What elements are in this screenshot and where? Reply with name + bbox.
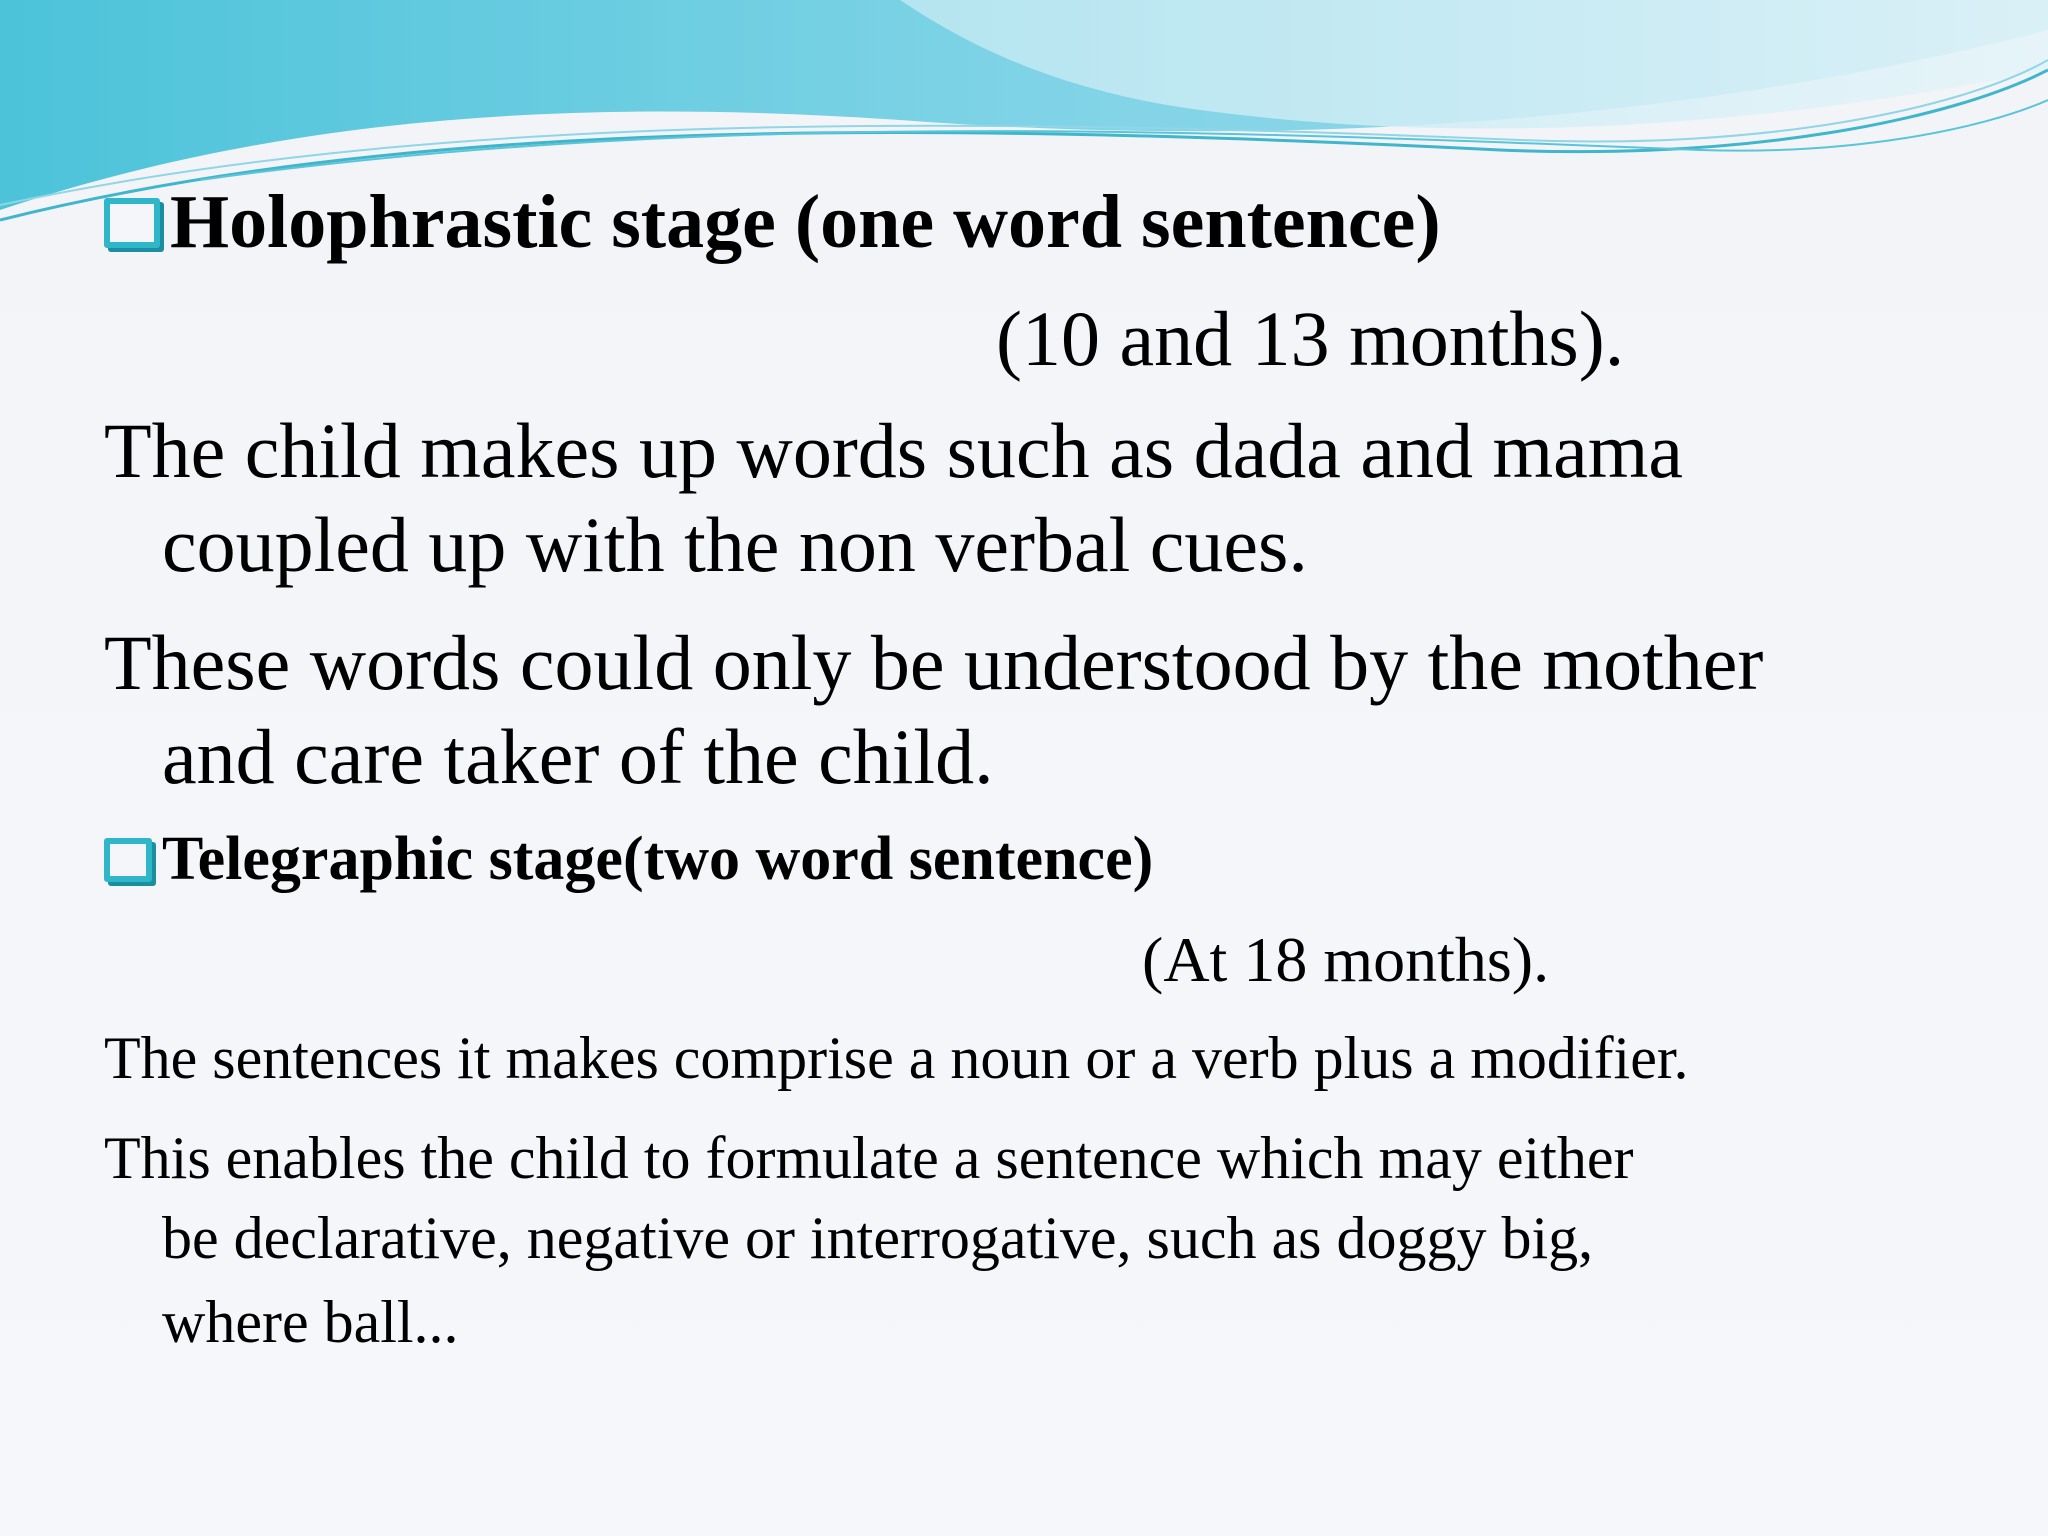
paragraph-line: coupled up with the non verbal cues. <box>162 501 1308 588</box>
paragraph-line: The sentences it makes comprise a noun or a verb plus a modifier. <box>104 1025 1689 1091</box>
paragraph-line: where ball... <box>162 1289 459 1355</box>
section-heading-telegraphic: Telegraphic stage(two word sentence) <box>162 825 1154 893</box>
section-heading-holophrastic: Holophrastic stage (one word sentence) <box>170 180 1441 264</box>
paragraph-line: The child makes up words such as dada and mama <box>104 407 1684 494</box>
paragraph-line: This enables the child to formulate a sentence which may either <box>104 1125 1634 1191</box>
checkbox-bullet-icon <box>104 198 160 248</box>
checkbox-bullet-icon <box>104 838 152 882</box>
paragraph-line: These words could only be understood by the mother <box>104 619 1764 706</box>
section-age-holophrastic: (10 and 13 months). <box>996 295 1625 382</box>
paragraph-line: be declarative, negative or interrogative, such as doggy big, <box>162 1205 1594 1271</box>
section-age-telegraphic: (At 18 months). <box>1142 924 1550 995</box>
paragraph-line: and care taker of the child. <box>162 713 994 800</box>
